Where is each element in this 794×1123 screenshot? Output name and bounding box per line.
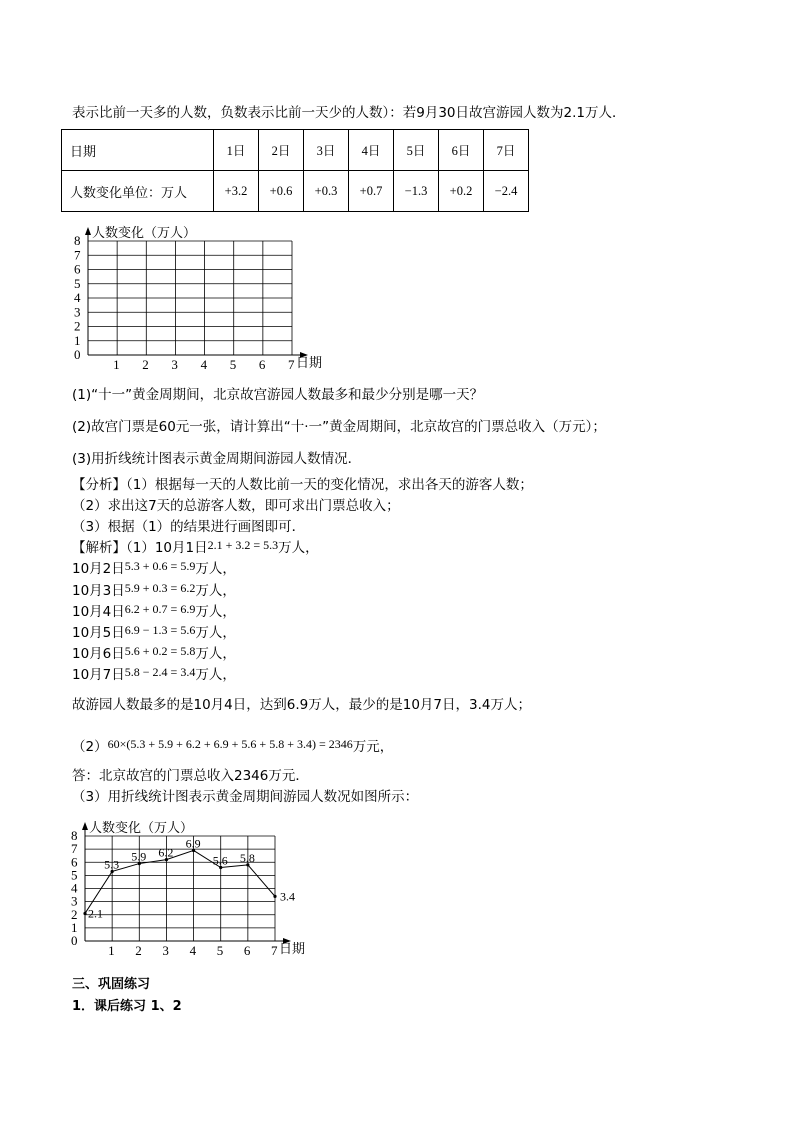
- table-cell: 3日: [304, 130, 349, 171]
- solution-calc: 2.1 + 3.2 = 5.3: [207, 538, 279, 552]
- table-cell: 6日: [439, 130, 484, 171]
- day-unit: 万人，: [195, 646, 236, 662]
- day-date: 10月4日: [72, 604, 125, 620]
- question-3: (3)用折线统计图表示黄金周期间游园人数情况．: [72, 451, 362, 467]
- solution-part-3: （3）用折线统计图表示黄金周期间游园人数况如图所示：: [72, 789, 419, 805]
- y-axis-arrow: [82, 822, 88, 830]
- data-label: 5.9: [131, 849, 147, 864]
- x-tick-label: 5: [216, 943, 224, 958]
- table-row: [62, 130, 529, 171]
- x-tick-label: 1: [113, 357, 120, 372]
- table-cell: −2.4: [484, 171, 529, 212]
- part2-label: （2）: [72, 739, 108, 755]
- table-cell: 7日: [484, 130, 529, 171]
- x-tick-label: 4: [189, 943, 197, 958]
- table-cell: 2日: [259, 130, 304, 171]
- day-unit: 万人，: [195, 667, 236, 683]
- solution-day-line: [72, 666, 236, 684]
- x-axis-label: 日期: [296, 355, 323, 370]
- x-tick-label: 3: [162, 943, 169, 958]
- solution-day-line: [72, 560, 236, 578]
- y-tick-label: 1: [71, 919, 78, 935]
- data-label: 6.9: [185, 836, 201, 851]
- day-calc: 5.8 − 2.4 = 3.4: [124, 665, 196, 679]
- data-point: [273, 895, 276, 898]
- y-tick-label: 2: [71, 906, 78, 922]
- analysis-line-1: 【分析】（1）根据每一天的人数比前一天的变化情况，求出各天的游客人数；: [72, 477, 533, 493]
- solution-head: 【解析】（1）: [72, 540, 155, 556]
- table-header-change: 人数变化单位：万人: [62, 171, 214, 212]
- x-tick-label: 3: [171, 357, 178, 372]
- day-date: 10月5日: [72, 625, 125, 641]
- data-label: 5.8: [239, 850, 255, 865]
- x-tick-label: 1: [108, 943, 115, 958]
- question-2: (2)故宫门票是60元一张，请计算出“十·一”黄金周期间，北京故宫的门票总收入（万元）；: [72, 419, 606, 435]
- section-item: 1．课后练习 1、2: [72, 999, 182, 1014]
- x-tick-label: 7: [288, 357, 295, 372]
- table-header-date: 日期: [62, 130, 214, 171]
- empty-grid-chart: [55, 213, 355, 373]
- day-calc: 5.3 + 0.6 = 5.9: [124, 559, 196, 573]
- y-tick-label: 0: [71, 933, 78, 948]
- part2-unit: 万元，: [352, 739, 394, 755]
- y-tick-label: 5: [74, 275, 81, 291]
- x-tick-label: 4: [200, 357, 208, 372]
- data-label: 5.6: [212, 853, 228, 868]
- day-unit: 万人，: [195, 604, 236, 620]
- y-tick-label: 8: [71, 828, 78, 843]
- table-cell: +0.2: [439, 171, 484, 212]
- day-date: 10月7日: [72, 667, 125, 683]
- part2-calc: 60×(5.3 + 5.9 + 6.2 + 6.9 + 5.6 + 5.8 + 3.4) = 2346: [107, 737, 353, 751]
- visitor-line-chart: [55, 808, 355, 968]
- y-axis-label: 人数变化（万人）: [89, 820, 194, 835]
- table-cell: 5日: [394, 130, 439, 171]
- solution-line-1: [72, 539, 319, 557]
- y-tick-label: 6: [71, 854, 78, 870]
- question-1: (1)“十一”黄金周期间，北京故宫游园人数最多和最少分别是哪一天？: [72, 387, 484, 403]
- table-cell: −1.3: [394, 171, 439, 212]
- y-axis-arrow: [85, 227, 91, 235]
- x-axis-label: 日期: [279, 941, 306, 956]
- table-row: [62, 171, 529, 212]
- solution-part-2: [72, 738, 393, 756]
- solution-day-line: [72, 645, 236, 663]
- change-table: [61, 129, 529, 212]
- y-tick-label: 7: [74, 247, 81, 263]
- x-tick-label: 6: [258, 357, 266, 372]
- analysis-line-3: （3）根据（1）的结果进行画图即可．: [72, 519, 306, 535]
- y-tick-label: 2: [74, 318, 81, 334]
- answer-line: 答：北京故宫的门票总收入2346万元．: [72, 768, 309, 784]
- solution-day-line: [72, 582, 236, 600]
- data-label: 3.4: [280, 889, 295, 904]
- data-label: 2.1: [88, 906, 103, 921]
- day-unit: 万人，: [195, 625, 236, 641]
- y-tick-label: 3: [71, 893, 78, 909]
- table-cell: 4日: [349, 130, 394, 171]
- table-cell: +0.7: [349, 171, 394, 212]
- day-date: 10月2日: [72, 561, 125, 577]
- y-tick-label: 8: [74, 233, 81, 248]
- y-tick-label: 4: [71, 880, 78, 896]
- section-title: 三、巩固练习: [72, 977, 151, 992]
- data-label: 6.2: [158, 845, 174, 860]
- x-tick-label: 6: [243, 943, 251, 958]
- analysis-line-2: （2）求出这7天的总游客人数，即可求出门票总收入；: [72, 498, 400, 514]
- table-cell: +3.2: [214, 171, 259, 212]
- x-tick-label: 7: [271, 943, 278, 958]
- y-tick-label: 5: [71, 867, 78, 883]
- day-calc: 6.9 − 1.3 = 5.6: [124, 623, 196, 637]
- solution-day-line: [72, 603, 236, 621]
- y-tick-label: 3: [74, 304, 81, 320]
- day-unit: 万人，: [195, 583, 236, 599]
- x-tick-label: 2: [142, 357, 149, 372]
- data-label: 5.3: [104, 857, 120, 872]
- y-tick-label: 1: [74, 332, 81, 348]
- table-cell: 1日: [214, 130, 259, 171]
- x-tick-label: 5: [229, 357, 237, 372]
- x-tick-label: 2: [135, 943, 142, 958]
- y-tick-label: 0: [74, 347, 81, 362]
- day-calc: 5.6 + 0.2 = 5.8: [124, 644, 196, 658]
- data-point: [83, 912, 86, 915]
- solution-day-line: [72, 624, 236, 642]
- table-cell: +0.6: [259, 171, 304, 212]
- solution-date: 10月1日: [154, 540, 208, 556]
- day-calc: 6.2 + 0.7 = 6.9: [124, 602, 196, 616]
- intro-text: 表示比前一天多的人数，负数表示比前一天少的人数）：若9月30日故宫游园人数为2.1万人．: [72, 105, 626, 121]
- y-tick-label: 7: [71, 841, 78, 857]
- day-calc: 5.9 + 0.3 = 6.2: [124, 581, 196, 595]
- table-cell: +0.3: [304, 171, 349, 212]
- day-date: 10月3日: [72, 583, 125, 599]
- day-unit: 万人，: [195, 561, 236, 577]
- y-tick-label: 6: [74, 261, 81, 277]
- solution-conclusion: 故游园人数最多的是10月4日，达到6.9万人，最少的是10月7日，3.4万人；: [72, 697, 531, 713]
- y-axis-label: 人数变化（万人）: [92, 225, 197, 240]
- day-date: 10月6日: [72, 646, 125, 662]
- y-tick-label: 4: [74, 290, 81, 305]
- solution-unit: 万人，: [278, 540, 319, 556]
